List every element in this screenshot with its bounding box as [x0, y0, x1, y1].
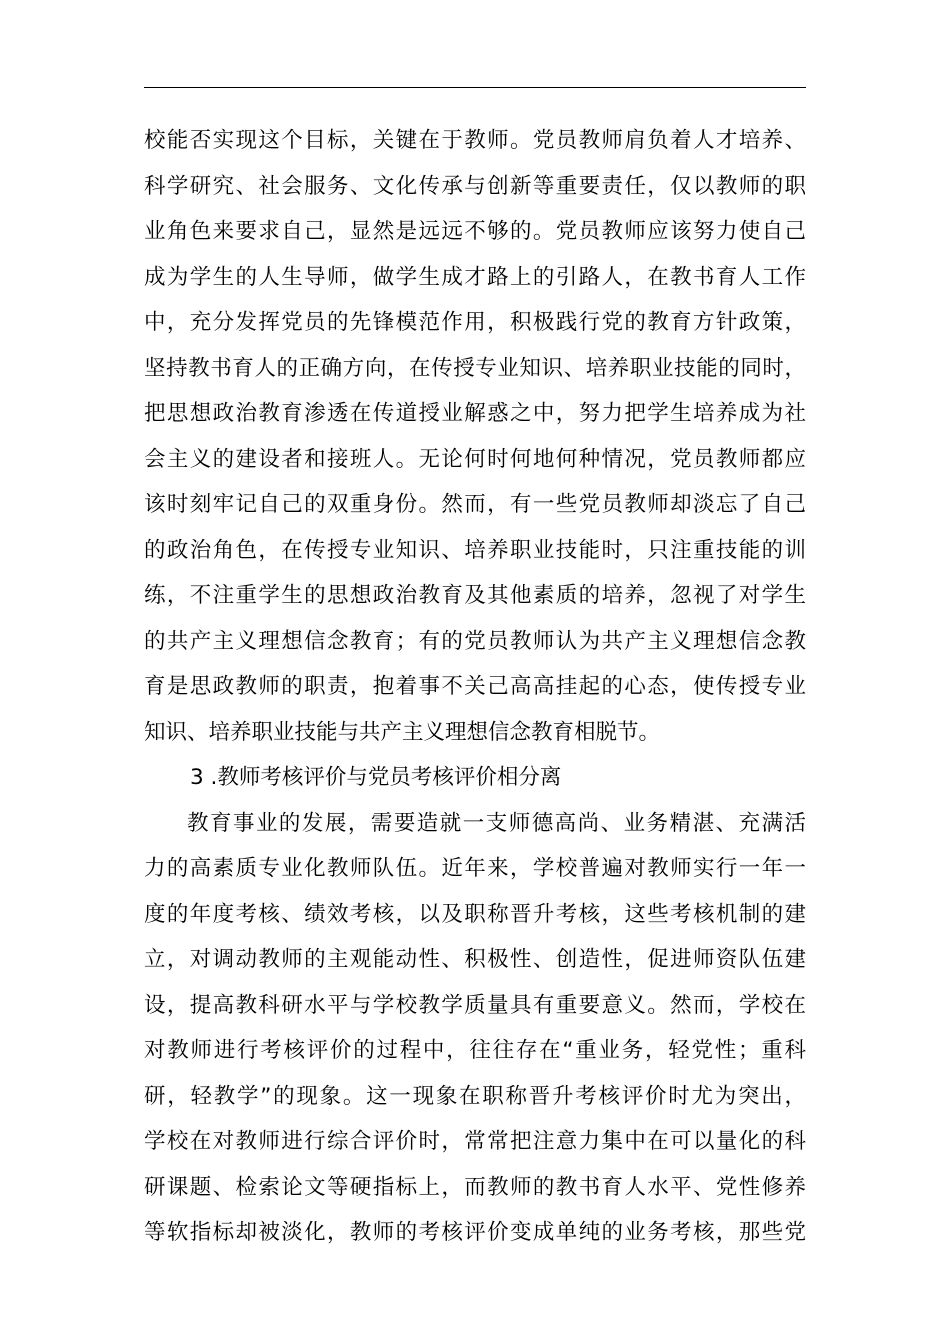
section-heading: 3 .教师考核评价与党员考核评价相分离: [190, 765, 562, 790]
body-line-8: 会主义的建设者和接班人。无论何时何地何种情况，党员教师都应: [144, 446, 806, 472]
body-line-14: 知识、培养职业技能与共产主义理想信念教育相脱节。: [144, 719, 661, 745]
header-rule: [144, 87, 806, 88]
body-line-2: 科学研究、社会服务、文化传承与创新等重要责任，仅以教师的职: [144, 173, 806, 199]
body-line-16: 教育事业的发展，需要造就一支师德高尚、业务精湛、充满活: [187, 810, 806, 836]
body-line-7: 把思想政治教育渗透在传道授业解惑之中，努力把学生培养成为社: [144, 401, 806, 426]
body-line-17: 力的高素质专业化教师队伍。近年来，学校普遍对教师实行一年一: [144, 856, 806, 881]
body-line-24: 研课题、检索论文等硬指标上，而教师的教书育人水平、党性修养: [144, 1174, 806, 1200]
body-line-19: 立，对调动教师的主观能动性、积极性、创造性，促进师资队伍建: [144, 947, 806, 972]
body-line-4: 成为学生的人生导师，做学生成才路上的引路人，在教书育人工作: [144, 264, 806, 290]
body-line-9: 该时刻牢记自己的双重身份。然而，有一些党员教师却淡忘了自己: [144, 492, 806, 517]
document-body: [144, 118, 806, 1256]
body-line-1: 校能否实现这个目标，关键在于教师。党员教师肩负着人才培养、: [144, 128, 806, 153]
body-line-11: 练，不注重学生的思想政治教育及其他素质的培养，忽视了对学生: [144, 583, 806, 608]
body-line-20: 设，提高教科研水平与学校教学质量具有重要意义。然而，学校在: [144, 992, 806, 1018]
body-line-5: 中，充分发挥党员的先锋模范作用，积极践行党的教育方针政策，: [144, 310, 806, 335]
body-line-25: 等软指标却被淡化，教师的考核评价变成单纯的业务考核，那些党: [144, 1220, 806, 1245]
body-line-3: 业角色来要求自己，显然是远远不够的。党员教师应该努力使自己: [144, 219, 806, 244]
body-line-21: 对教师进行考核评价的过程中，往往存在“重业务，轻党性；重科: [144, 1038, 806, 1063]
body-line-12: 的共产主义理想信念教育；有的党员教师认为共产主义理想信念教: [144, 628, 806, 654]
body-line-22: 研，轻教学”的现象。这一现象在职称晋升考核评价时尤为突出，: [144, 1083, 806, 1109]
body-line-6: 坚持教书育人的正确方向，在传授专业知识、培养职业技能的同时，: [144, 355, 806, 381]
body-line-18: 度的年度考核、绩效考核，以及职称晋升考核，这些考核机制的建: [144, 901, 806, 927]
body-line-13: 育是思政教师的职责，抱着事不关己高高挂起的心态，使传授专业: [144, 674, 806, 699]
body-line-23: 学校在对教师进行综合评价时，常常把注意力集中在可以量化的科: [144, 1129, 806, 1154]
body-line-10: 的政治角色，在传授专业知识、培养职业技能时，只注重技能的训: [144, 537, 806, 563]
